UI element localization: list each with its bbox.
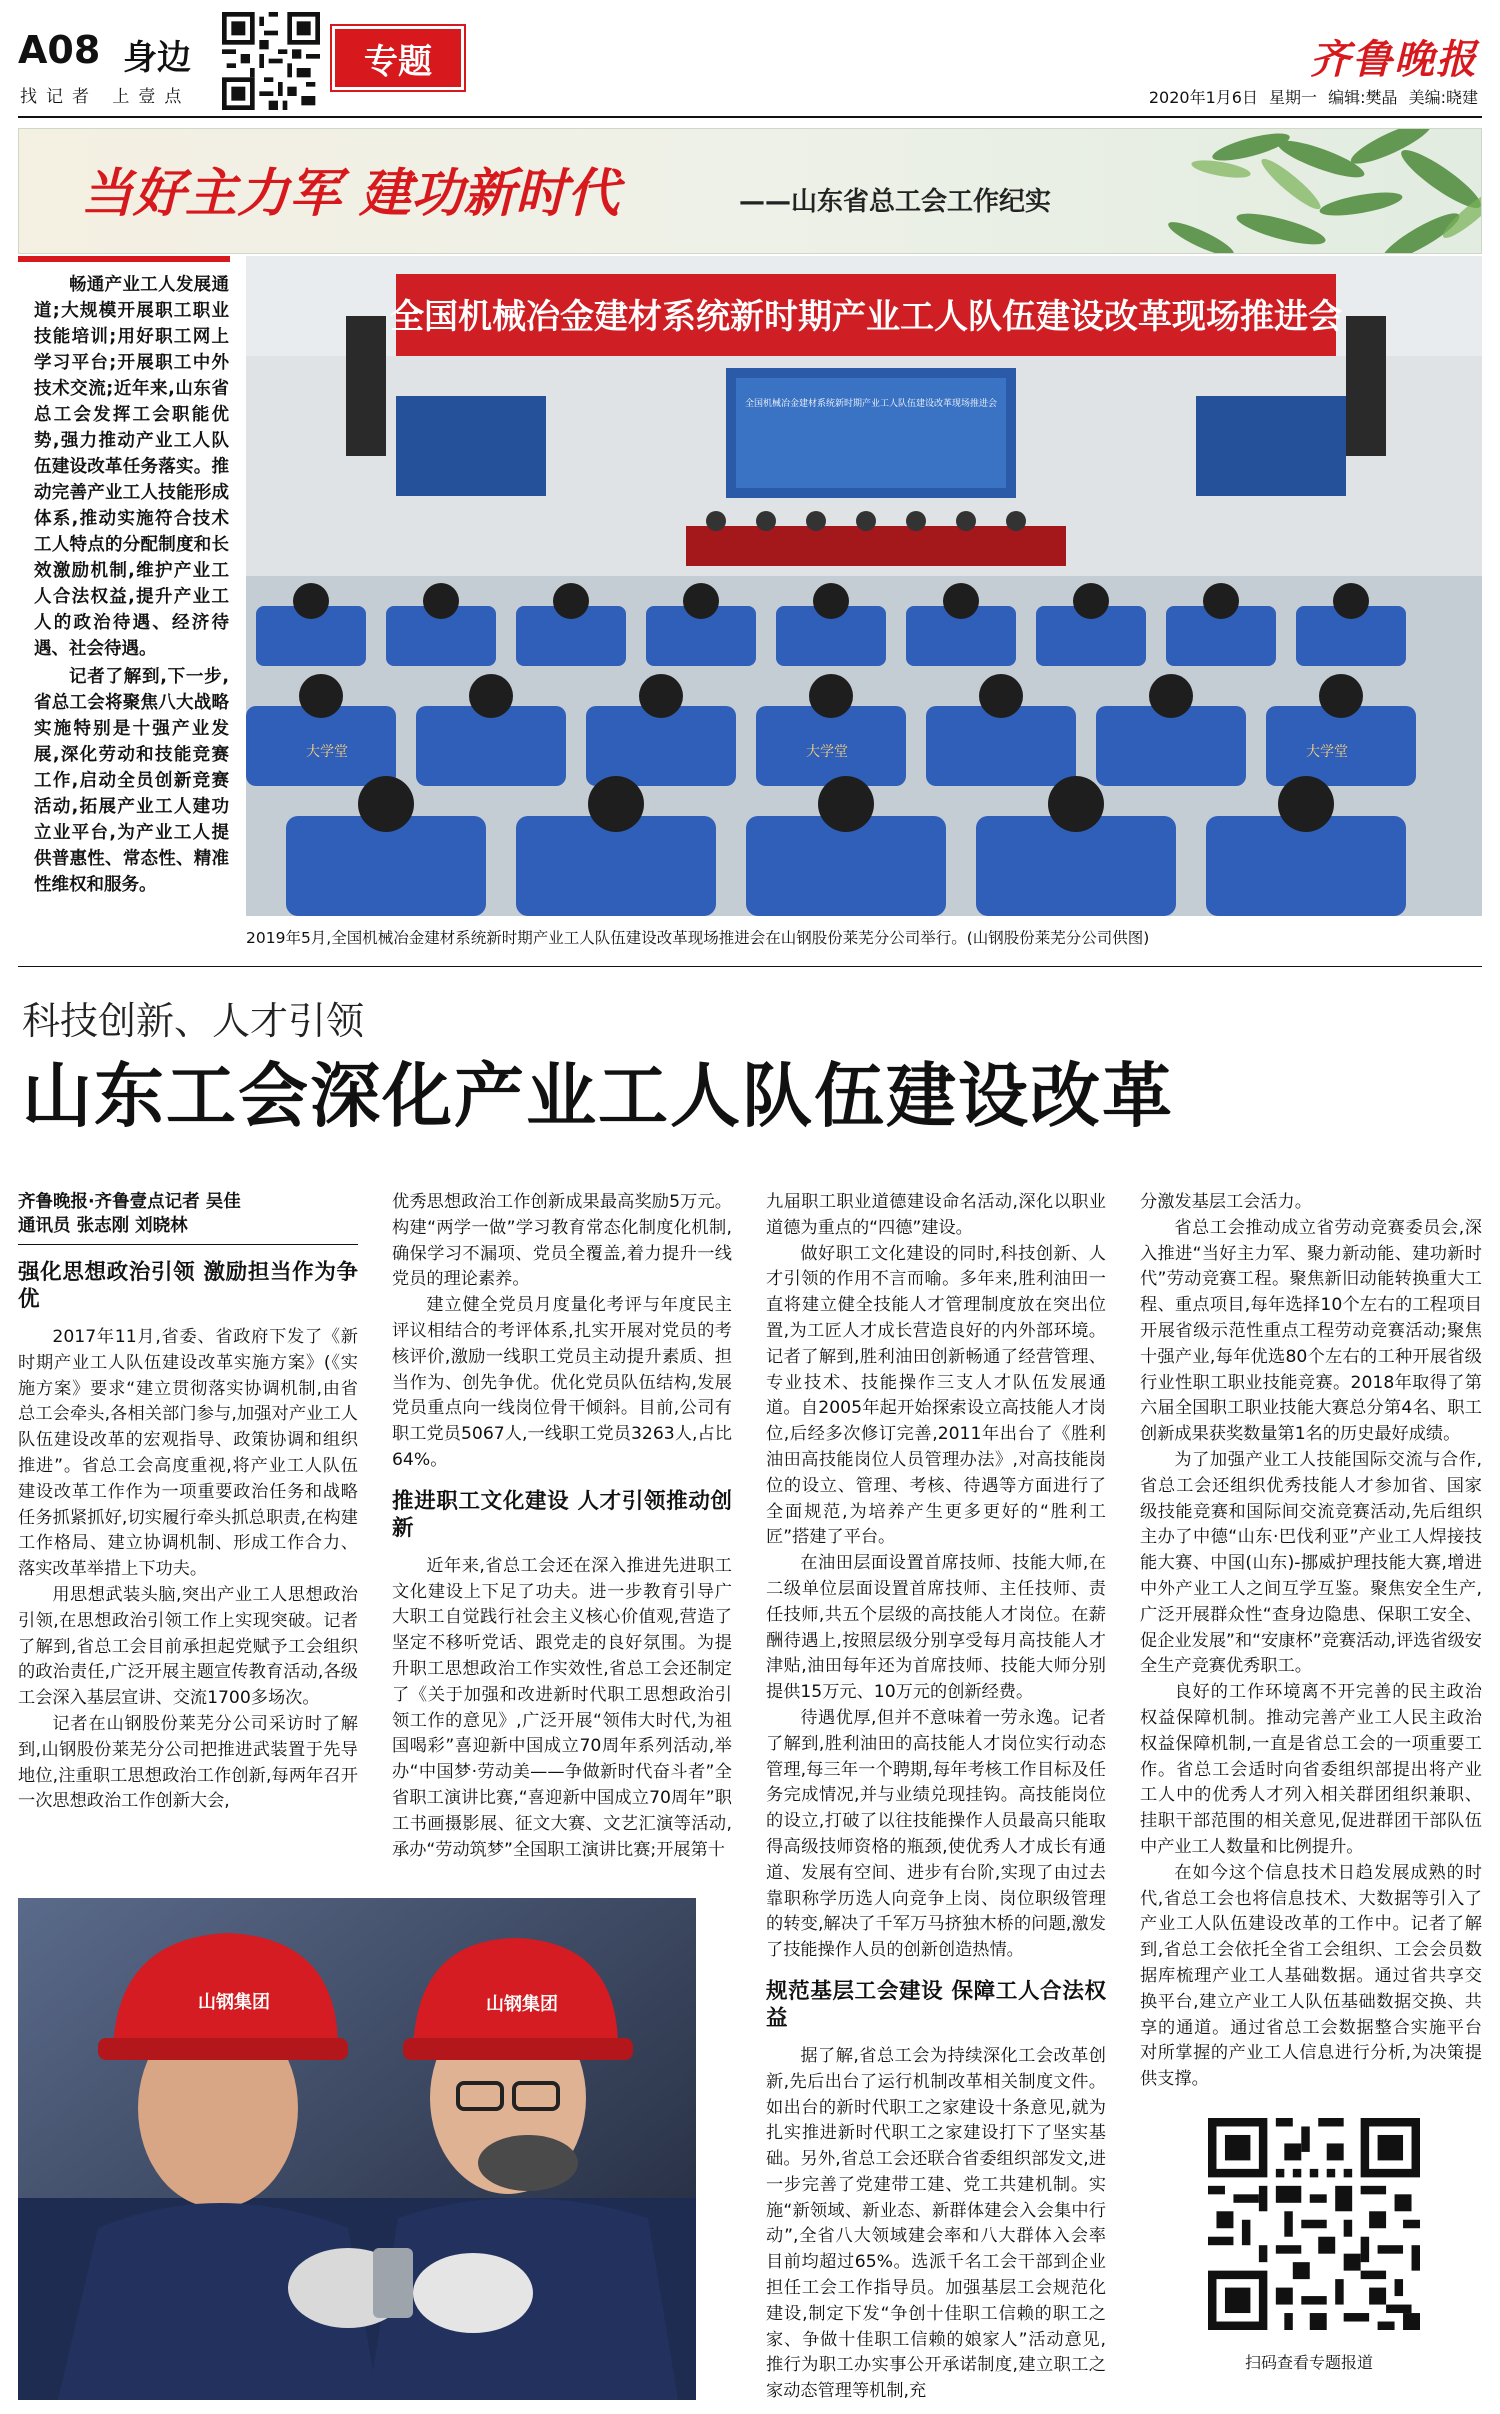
conference-photo	[246, 256, 1482, 916]
stage-banner-text: 全国机械冶金建材系统新时期产业工人队伍建设改革现场推进会	[390, 297, 1342, 337]
subhead-culture: 推进职工文化建设 人才引领推动创新	[392, 1488, 732, 1541]
article-paragraph: 据了解,省总工会为持续深化工会改革创新,先后出台了运行机制改革相关制度文件。如出台的新时代职工之家建设十条意见,就为扎实推进新时代职工之家建设打下了坚实基础。另外,省总工会还联合省委组织部发文,进一步完善了党建带工建、党工共建机制。实施“新领域、新业态、新群体建会入会集中行动”,全省八大领域建会率和八大群体入会率目前均超过65%。选派千名工会干部到企业担任工会工作指导员。加强基层工会规范化建设,制定下发“争创十佳职工信赖的职工之家、争做十佳职工信赖的娘家人”活动意见,推行为职工办实事公开承诺制度,建立职工之家动态管理等机制,充	[766, 2045, 1106, 2402]
page-number: A08	[18, 28, 101, 72]
article-column-1	[18, 1190, 358, 1815]
dateline: 2020年1月6日 星期一 编辑:樊晶 美编:晓建	[1148, 88, 1478, 107]
seat-label: 大学堂	[806, 744, 848, 760]
conference-hall-illustration	[246, 256, 1482, 916]
workers-photo	[18, 1898, 696, 2400]
screen-title-text: 全国机械冶金建材系统新时期产业工人队伍建设改革现场推进会	[744, 399, 998, 409]
article-paragraph: 2017年11月,省委、省政府下发了《新时期产业工人队伍建设改革实施方案》(《实施方案》要求“建立贯彻落实协调机制,由省总工会牵头,各相关部门参与,加强对产业工人队伍建设改革的宏观指导、政策协调和组织推进”。省总工会高度重视,将产业工人队伍建设改革工作作为一项重要政治任务和战略任务抓紧抓好,切实履行牵头抓总职责,在构建工作格局、建立协调机制、形成工作合力、落实改革举措上下功夫。	[18, 1327, 358, 1580]
banner-title-b: 建功新时代	[359, 163, 620, 224]
article-column-3	[766, 1190, 1106, 2405]
article-paragraph: 做好职工文化建设的同时,科技创新、人才引领的作用不言而喻。多年来,胜利油田一直将建立健全技能人才管理制度放在突出位置,为工匠人才成长营造良好的内外部环境。记者了解到,胜利油田创新畅通了经营管理、专业技术、技能操作三支人才队伍发展通道。自2005年起开始探索设立高技能人才岗位,后经多次修订完善,2011年出台了《胜利油田高技能岗位人员管理办法》,对高技能岗位的设立、管理、考核、待遇等方面进行了全面规范,为培养产生更多更好的“胜利工匠”搭建了平台。	[766, 1243, 1106, 1548]
section-name: 身边	[123, 38, 191, 78]
byline-correspondents: 通讯员 张志刚 刘晓林	[18, 1216, 188, 1236]
qr-code-icon[interactable]	[1208, 2118, 1420, 2330]
newspaper-logo: 齐鲁晚报	[1310, 36, 1478, 83]
subhead-political-guidance: 强化思想政治引领 激励担当作为争优	[18, 1260, 358, 1312]
article-paragraph: 分激发基层工会活力。	[1140, 1192, 1312, 1212]
article-kicker: 科技创新、人才引领	[22, 999, 365, 1043]
conference-photo-caption: 2019年5月,全国机械冶金建材系统新时期产业工人队伍建设改革现场推进会在山钢股份莱芜分公司举行。(山钢股份莱芜分公司供图)	[246, 929, 1150, 947]
article-paragraph: 建立健全党员月度量化考评与年度民主评议相结合的考评体系,扎实开展对党员的考核评价,激励一线职工党员主动提升素质、担当作为、创先争优。优化党员队伍结构,发展党员重点向一线岗位骨干倾斜。目前,公司有职工党员5067人,一线职工党员3263人,占比64%。	[392, 1295, 732, 1470]
byline-rule	[18, 1244, 358, 1245]
article-column-4	[1140, 1190, 1482, 2093]
article-paragraph: 为了加强产业工人技能国际交流与合作,省总工会还组织优秀技能人才参加省、国家级技能竞赛和国际间交流竞赛活动,先后组织主办了中德“山东·巴伐利亚”产业工人焊接技能大赛、中国(山东)-挪威护理技能大赛,增进中外产业工人之间互学互鉴。聚焦安全生产,广泛开展群众性“查身边隐患、保职工安全、促企业发展”和“安康杯”竞赛活动,评选省级安全生产竞赛优秀职工。	[1140, 1449, 1482, 1677]
masthead-qr-code-icon[interactable]	[222, 12, 320, 110]
masthead-slogan: 找记者 上壹点	[20, 87, 191, 107]
banner-subtitle: ——山东省总工会工作纪实	[739, 187, 1052, 217]
qr-caption: 扫码查看专题报道	[1245, 2353, 1374, 2372]
seat-label: 大学堂	[306, 744, 348, 760]
article-paragraph: 省总工会推动成立省劳动竞赛委员会,深入推进“当好主力军、聚力新动能、建功新时代”劳动竞赛工程。聚焦新旧动能转换重大工程、重点项目,每年选择10个左右的工程项目开展省级示范性重点工程劳动竞赛活动;聚焦十强产业,每年优选80个左右的工种开展省级行业性职工职业技能竞赛。2018年取得了第六届全国职工职业技能大赛总分第4名、职工创新成果获奖数量第1名的历史最好成绩。	[1140, 1217, 1482, 1445]
byline-reporter: 齐鲁晚报·齐鲁壹点记者 吴佳	[18, 1192, 241, 1212]
seat-label: 大学堂	[1306, 744, 1348, 760]
article-paragraph: 在如今这个信息技术日趋发展成熟的时代,省总工会也将信息技术、大数据等引入了产业工人队伍建设改革的工作中。记者了解到,省总工会依托全省工会组织、工会会员数据库梳理产业工人基础数据。通过省共享交换平台,建立产业工人队伍基础数据交换、共享的通道。通过省总工会数据整合实施平台对所掌握的产业工人信息进行分析,为决策提供支撑。	[1140, 1862, 1482, 2090]
masthead-rule	[18, 116, 1482, 118]
banner-title-a: 当好主力军	[81, 163, 342, 224]
article-paragraph: 在油田层面设置首席技师、技能大师,在二级单位层面设置首席技师、主任技师、责任技师,共五个层级的高技能人才岗位。在薪酬待遇上,按照层级分别享受每月高技能人才津贴,油田每年还为首席技师、技能大师分别提供15万元、10万元的创新经费。	[766, 1553, 1106, 1703]
article-paragraph: 用思想武装头脑,突出产业工人思想政治引领,在思想政治引领工作上实现突破。记者了解到,省总工会目前承担起党赋予工会组织的政治责任,广泛开展主题宣传教育活动,各级工会深入基层宣讲、交流1700多场次。	[18, 1584, 358, 1709]
intro-paragraph: 记者了解到,下一步,省总工会将聚焦八大战略实施特别是十强产业发展,深化劳动和技能竞赛工作,启动全员创新竞赛活动,拓展产业工人建功立业平台,为产业工人提供普惠性、常态性、精准性维权和服务。	[34, 667, 229, 895]
topic-tag: 专题	[332, 26, 464, 90]
article-paragraph: 九届职工职业道德建设命名活动,深化以职业道德为重点的“四德”建设。	[766, 1192, 1106, 1238]
topic-banner	[18, 128, 1482, 254]
article-column-2	[392, 1190, 732, 1863]
helmet-label: 山钢集团	[198, 1992, 270, 2013]
subhead-grassroots: 规范基层工会建设 保障工人合法权益	[766, 1978, 1106, 2031]
workers-illustration	[18, 1898, 696, 2400]
section-rule	[18, 966, 1482, 967]
helmet-label: 山钢集团	[486, 1994, 558, 2015]
article-headline: 山东工会深化产业工人队伍建设改革	[22, 1055, 1174, 1137]
article-paragraph: 优秀思想政治工作创新成果最高奖励5万元。构建“两学一做”学习教育常态化制度化机制,确保学习不漏项、党员全覆盖,着力提升一线党员的理论素养。	[392, 1192, 732, 1290]
article-paragraph: 待遇优厚,但并不意味着一劳永逸。记者了解到,胜利油田的高技能人才岗位实行动态管理,每三年一个聘期,每年考核工作目标及任务完成情况,并与业绩兑现挂钩。高技能岗位的设立,打破了以往技能操作人员最高只能取得高级技师资格的瓶颈,使优秀人才成长有通道、发展有空间、进步有台阶,实现了由过去靠职称学历选人向竞争上岗、岗位职级管理的转变,解决了千军万马挤独木桥的问题,激发了技能操作人员的创新创造热情。	[766, 1707, 1106, 1961]
intro-paragraph: 畅通产业工人发展通道;大规模开展职工职业技能培训;用好职工网上学习平台;开展职工中外技术交流;近年来,山东省总工会发挥工会职能优势,强力推动产业工人队伍建设改革任务落实。推动完善产业工人技能形成体系,推动实施符合技术工人特点的分配制度和长效激励机制,维护产业工人合法权益,提升产业工人的政治待遇、经济待遇、社会待遇。	[34, 275, 229, 659]
article-paragraph: 良好的工作环境离不开完善的民主政治权益保障机制。推动完善产业工人民主政治权益保障机制,一直是省总工会的一项重要工作。省总工会适时向省委组织部提出将产业工人中的优秀人才列入相关群团组织兼职、挂职干部范围的相关意见,促进群团干部队伍中产业工人数量和比例提升。	[1140, 1682, 1482, 1857]
intro-text	[34, 272, 229, 900]
article-paragraph: 近年来,省总工会还在深入推进先进职工文化建设上下足了功夫。进一步教育引导广大职工自觉践行社会主义核心价值观,营造了坚定不移听党话、跟党走的良好氛围。为提升职工思想政治工作实效性,省总工会还制定了《关于加强和改进新时代职工思想政治引领工作的意见》,广泛开展“领伟大时代,为祖国喝彩”喜迎新中国成立70周年系列活动,举办“中国梦·劳动美——争做新时代奋斗者”全省职工演讲比赛,“喜迎新中国成立70周年”职工书画摄影展、征文大赛、文艺汇演等活动,承办“劳动筑梦”全国职工演讲比赛;开展第十	[392, 1555, 732, 1860]
article-paragraph: 记者在山钢股份莱芜分公司采访时了解到,山钢股份莱芜分公司把推进武装置于先导地位,注重职工思想政治工作创新,每两年召开一次思想政治工作创新大会,	[18, 1713, 358, 1812]
banner-title	[81, 151, 619, 226]
